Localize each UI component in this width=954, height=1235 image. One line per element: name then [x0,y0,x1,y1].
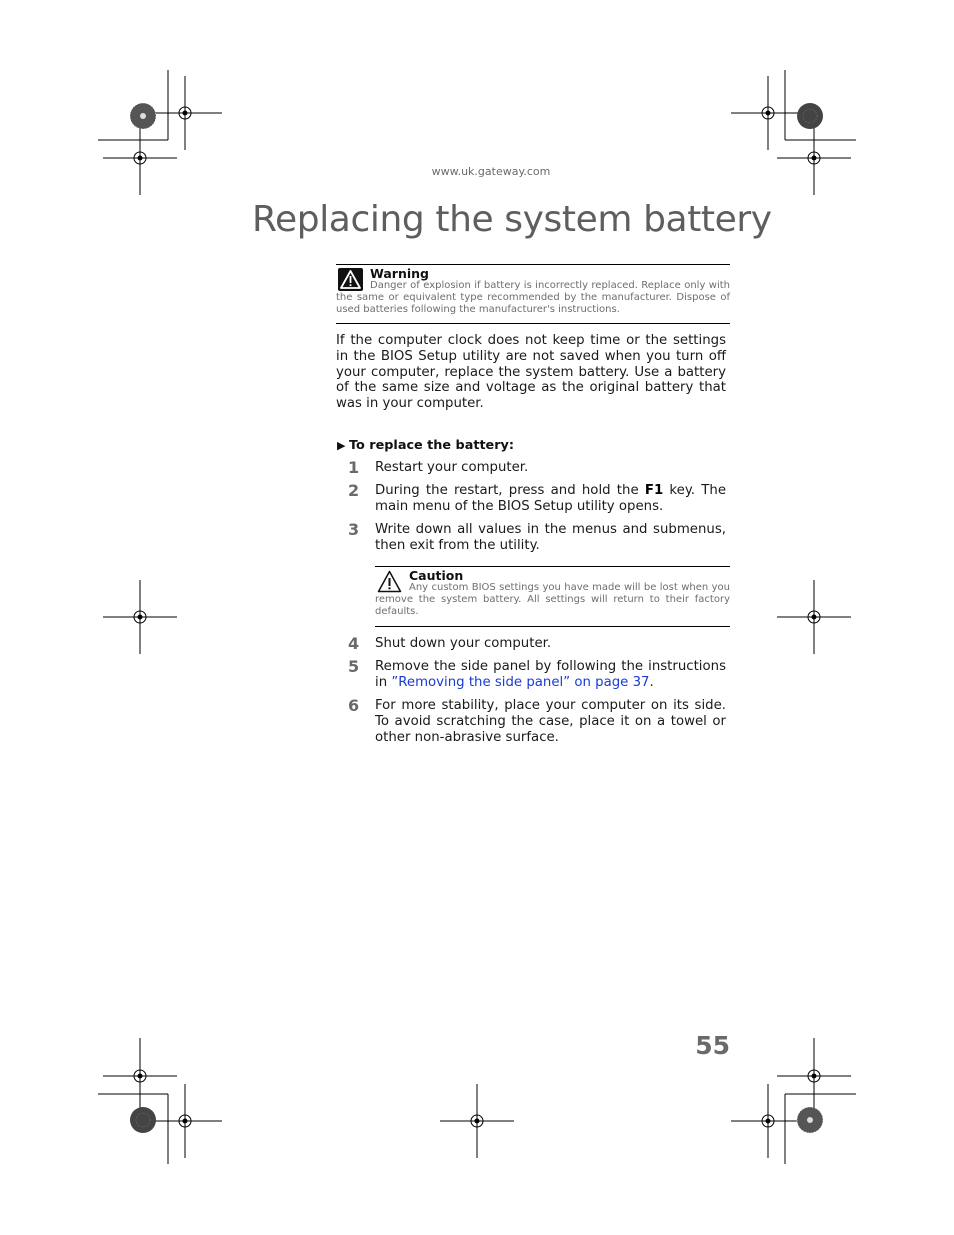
caution-box [375,566,730,627]
step-text: Shut down your computer. [375,636,552,651]
triangle-right-icon: ▶ [337,439,346,452]
registration-target [777,121,851,195]
warning-heading: Warning [370,266,429,281]
registration-target [777,580,851,654]
warning-icon [338,268,363,291]
page-number: 55 [695,1031,730,1060]
step-number: 2 [348,481,360,500]
star-target-icon [130,103,156,129]
registration-target [777,1039,851,1113]
registration-target [731,1084,805,1158]
registration-target [103,121,177,195]
step-number: 4 [348,634,360,653]
warning-box [336,264,730,324]
warning-text: Danger of explosion if battery is incorrectly replaced. Replace only with the same or equivalent type recommended by the manufacturer. Dispose of used batteries following the manufacturer's instructions. [336,280,730,315]
page-title: Replacing the system battery [252,199,772,240]
step-3 [348,522,726,554]
step-text: For more stability, place your computer on its side. To avoid scratching the case, place it on a towel or other non-abrasive surface. [375,698,726,745]
step-text: Write down all values in the menus and submenus, then exit from the utility. [375,522,726,553]
registration-target [148,1084,222,1158]
registration-target [731,76,805,150]
star-target-icon [797,1107,823,1133]
intro-paragraph: If the computer clock does not keep time or the settings in the BIOS Setup utility are not saved when you turn off your computer, replace the system battery. Use a battery of the same size and voltage as the original battery that was in your computer. [336,333,726,412]
step-number: 5 [348,657,360,676]
key-f1: F1 [644,483,664,498]
step-4 [348,636,726,652]
removing-side-panel-link[interactable]: ”Removing the side panel” on page 37 [391,674,650,690]
registration-target [103,580,177,654]
warning-icon [377,570,402,593]
step-number: 1 [348,458,360,477]
procedure-heading-text: To replace the battery: [349,438,515,453]
step-number: 3 [348,520,360,539]
caution-heading: Caution [409,568,464,583]
step-6 [348,698,726,745]
step-1 [348,460,726,476]
star-target-icon [130,1107,156,1133]
step-2 [348,483,726,515]
step-text: Remove the side panel by following the instructions in ”Removing the side panel” on page 37. [375,659,726,690]
step-5 [348,659,726,691]
step-text: Restart your computer. [375,460,529,475]
header-url: www.uk.gateway.com [431,165,551,178]
procedure-heading [337,438,514,453]
registration-target [103,1039,177,1113]
step-text: During the restart, press and hold the F1 key. The main menu of the BIOS Setup utility opens. [375,483,726,514]
step-number: 6 [348,696,360,715]
registration-target [440,1084,514,1158]
star-target-icon [797,103,823,129]
registration-target [148,76,222,150]
caution-text: Any custom BIOS settings you have made will be lost when you remove the system battery. All settings will return to their factory defaults. [375,582,730,617]
